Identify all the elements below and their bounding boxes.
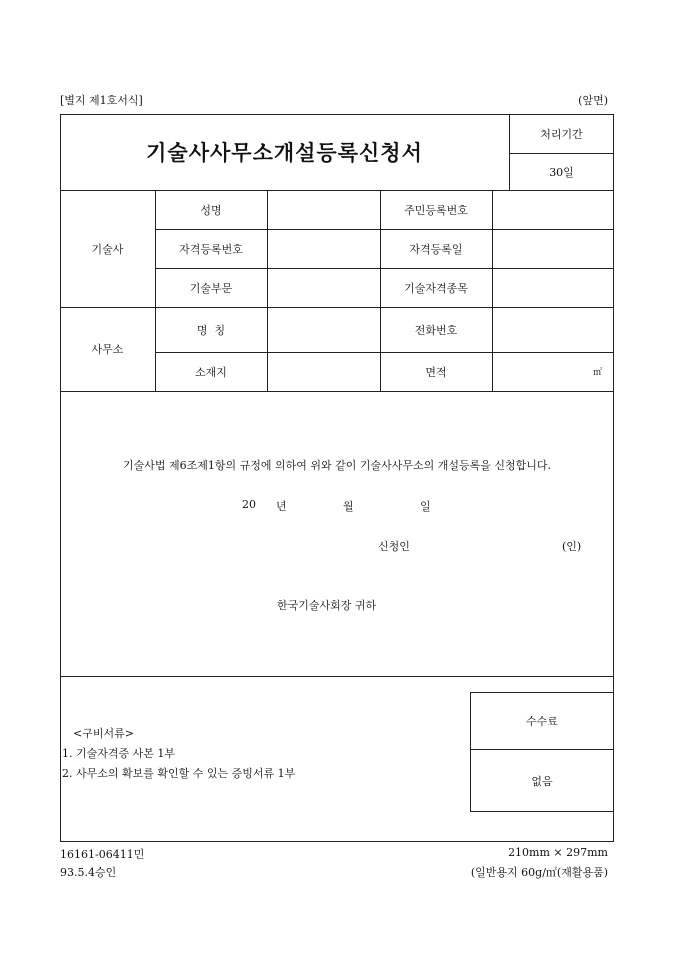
document-item: 1. 기술자격증 사본 1부 [62,747,175,760]
documents-heading: <구비서류> [73,727,134,740]
date-year-prefix: 20 [242,498,256,511]
processing-period-value: 30일 [549,165,574,179]
name-label: 성명 [200,203,222,217]
location-label: 소재지 [195,365,227,379]
page-side-label: (앞면) [578,94,608,107]
seal-mark: (인) [562,540,582,553]
office-name-label: 명 칭 [196,323,226,337]
applicant-label: 신청인 [378,540,410,553]
divider [60,676,614,677]
license-date-label: 자격등록일 [409,242,463,256]
form-code: 16161-06411민 [60,848,145,861]
date-day-label: 일 [420,500,431,513]
processing-period-label: 처리기간 [540,127,583,141]
area-label: 면적 [425,365,447,379]
paper-type: (일반용지 60g/㎡(재활용품) [470,866,608,879]
name-field[interactable] [267,190,380,229]
qualification-item-field[interactable] [492,268,614,307]
form-title: 기술사사무소개설등록신청서 [146,140,423,165]
resident-number-field[interactable] [492,190,614,229]
phone-field[interactable] [492,307,614,352]
declaration-statement: 기술사법 제6조제1항의 규정에 의하여 위와 같이 기술사사무소의 개설등록을 신청합니다. [123,459,551,472]
license-date-field[interactable] [492,229,614,268]
resident-number-label: 주민등록번호 [404,203,468,217]
divider [60,391,614,392]
date-month-label: 월 [343,500,354,513]
area-unit: ㎡ [592,368,602,378]
division-field[interactable] [267,268,380,307]
paper-size: 210mm × 297mm [508,846,608,859]
license-number-label: 자격등록번호 [179,242,243,256]
fee-value: 없음 [531,774,553,788]
qualification-item-label: 기술자격종목 [404,281,468,295]
office-name-field[interactable] [267,307,380,352]
license-number-field[interactable] [267,229,380,268]
form-number: [별지 제1호서식] [60,94,143,107]
addressee: 한국기술사회장 귀하 [277,599,377,612]
engineer-section-label: 기술사 [91,242,124,256]
approval-date: 93.5.4승인 [60,866,117,879]
location-field[interactable] [267,352,380,391]
document-item: 2. 사무소의 확보를 확인할 수 있는 증빙서류 1부 [62,767,296,780]
division-label: 기술부문 [189,281,233,295]
phone-label: 전화번호 [414,323,458,337]
fee-label: 수수료 [526,714,558,728]
date-year-label: 년 [276,500,287,513]
office-section-label: 사무소 [91,343,124,356]
